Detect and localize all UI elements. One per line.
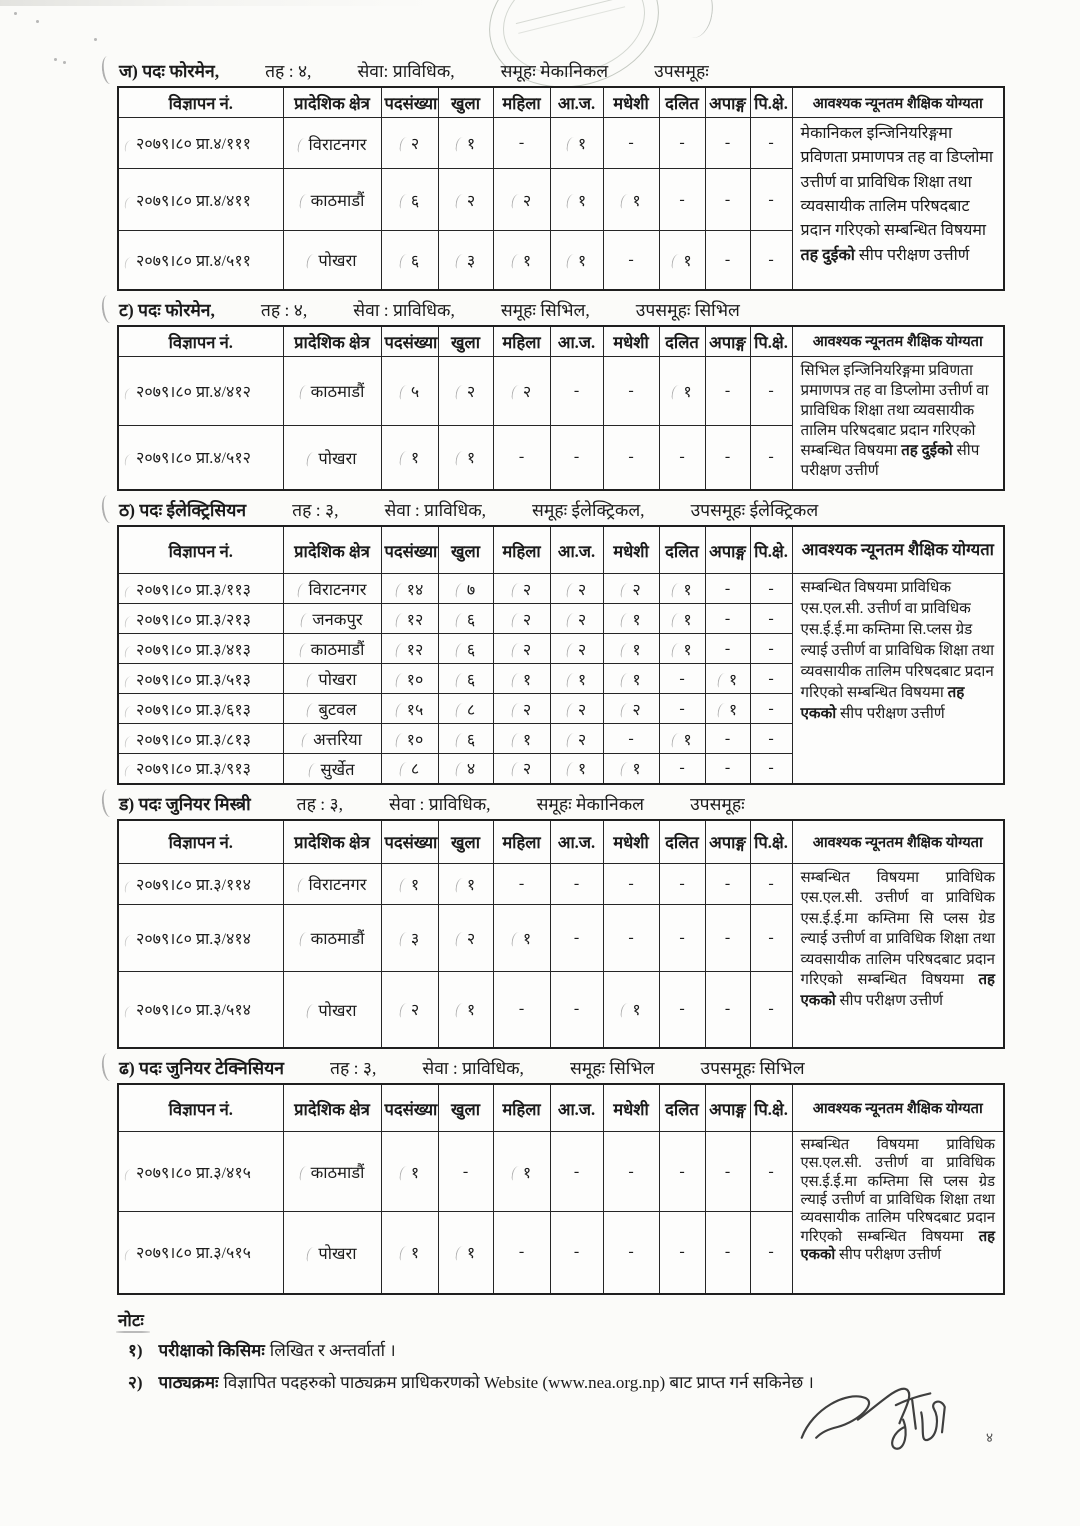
- backward-area-cell: -: [750, 634, 792, 664]
- adivasi-janajati-cell: २: [550, 694, 603, 724]
- column-header: दलित: [659, 326, 705, 357]
- section-title-level: तह : ३,: [330, 1058, 377, 1078]
- column-header: आ.ज.: [550, 326, 603, 357]
- scan-dot: [54, 58, 57, 61]
- scan-edge-artifact: [0, 0, 1080, 6]
- section-title-service: सेवा : प्राविधिक,: [388, 793, 491, 814]
- column-header: पदसंख्या: [381, 87, 438, 118]
- disabled-cell: -: [705, 1132, 750, 1212]
- section-title-service: सेवा : प्राविधिक,: [353, 299, 455, 320]
- backward-area-cell: -: [750, 863, 792, 904]
- backward-area-cell: -: [750, 118, 792, 169]
- section-title-label: ड) पदः जुनियर मिस्त्री: [119, 793, 251, 814]
- ad-no-cell: २०७९।८० प्रा.३/२१३: [118, 604, 283, 634]
- madheshi-cell: -: [603, 356, 659, 425]
- region-cell: पोखरा: [283, 425, 381, 490]
- qualification-cell: सिभिल इन्जिनियरिङ्गमा प्रविणता प्रमाणपत्र तह वा डिप्लोमा उत्तीर्ण वा प्राविधिक शिक्षा तथा व्यवसायीक तालिम परिषदबाट प्रदान गरिएको सम्बन्धित विषयमा तह दुईको सीप परीक्षण उत्तीर्ण: [792, 356, 1004, 490]
- column-header: आ.ज.: [550, 1084, 603, 1132]
- column-header: प्रादेशिक क्षेत्र: [283, 820, 381, 864]
- open-cell: ६: [438, 604, 493, 634]
- column-header: आ.ज.: [550, 87, 603, 118]
- madheshi-cell: १: [603, 754, 659, 784]
- sections-container: [117, 61, 1005, 1295]
- backward-area-cell: -: [750, 356, 792, 425]
- total-posts-cell: १२: [381, 634, 438, 664]
- column-header: विज्ञापन नं.: [118, 526, 283, 574]
- total-posts-cell: १०: [381, 724, 438, 754]
- column-header: मधेशी: [603, 87, 659, 118]
- backward-area-cell: -: [750, 1212, 792, 1294]
- column-header: महिला: [493, 326, 550, 357]
- dalit-cell: १: [659, 634, 705, 664]
- adivasi-janajati-cell: २: [550, 724, 603, 754]
- women-cell: -: [493, 863, 550, 904]
- dalit-cell: -: [659, 694, 705, 724]
- column-header: मधेशी: [603, 326, 659, 357]
- region-cell: पोखरा: [283, 664, 381, 694]
- column-header: महिला: [493, 526, 550, 574]
- dalit-cell: -: [659, 863, 705, 904]
- madheshi-cell: १: [603, 169, 659, 231]
- column-header: आवश्यक न्यूनतम शैक्षिक योग्यता: [792, 820, 1004, 864]
- madheshi-cell: १: [603, 634, 659, 664]
- dalit-cell: -: [659, 1132, 705, 1212]
- qualification-cell: सम्बन्धित विषयमा प्राविधिक एस.एल.सी. उत्तीर्ण वा प्राविधिक एस.ई.ई.मा कम्तिमा सि प्लस ग्रेड ल्याई उत्तीर्ण वा प्राविधिक शिक्षा तथा व्यवसायीक तालिम परिषदबाट प्रदान गरिएको सम्बन्धित विषयमा तह एकको सीप परीक्षण उत्तीर्ण: [792, 863, 1004, 1048]
- notes-heading: नोटः: [118, 1308, 1005, 1331]
- ad-no-cell: २०७९।८० प्रा.३/९१३: [118, 754, 283, 784]
- madheshi-cell: २: [603, 694, 659, 724]
- open-cell: १: [438, 118, 493, 169]
- ad-no-cell: २०७९।८० प्रा.४/५१२: [118, 425, 283, 490]
- section-title-level: तह : ४,: [265, 61, 312, 81]
- open-cell: ८: [438, 694, 493, 724]
- column-header: दलित: [659, 87, 705, 118]
- column-header: मधेशी: [603, 1084, 659, 1132]
- total-posts-cell: १: [381, 1132, 438, 1212]
- women-cell: -: [493, 1212, 550, 1294]
- scan-dot: [63, 61, 66, 64]
- dalit-cell: १: [659, 604, 705, 634]
- column-header: आवश्यक न्यूनतम शैक्षिक योग्यता: [792, 326, 1004, 357]
- open-cell: १: [438, 971, 493, 1048]
- adivasi-janajati-cell: -: [550, 1132, 603, 1212]
- column-header: खुला: [438, 1084, 493, 1132]
- column-header: खुला: [438, 326, 493, 357]
- column-header: आवश्यक न्यूनतम शैक्षिक योग्यता: [792, 87, 1004, 118]
- page-number: ४: [986, 1430, 994, 1445]
- madheshi-cell: -: [603, 904, 659, 971]
- total-posts-cell: ८: [381, 754, 438, 784]
- madheshi-cell: -: [603, 118, 659, 169]
- ad-no-cell: २०७९।८० प्रा.४/५११: [118, 231, 283, 290]
- adivasi-janajati-cell: १: [550, 664, 603, 694]
- section-title-group: समूहः मेकानिकल: [500, 61, 609, 81]
- disabled-cell: -: [705, 863, 750, 904]
- region-cell: पोखरा: [283, 1212, 381, 1294]
- ad-no-cell: २०७९।८० प्रा.३/५१५: [118, 1212, 283, 1294]
- region-cell: विराटनगर: [283, 863, 381, 904]
- backward-area-cell: -: [750, 724, 792, 754]
- adivasi-janajati-cell: २: [550, 574, 603, 604]
- section-title-label: ट) पदः फोरमेन,: [119, 299, 215, 320]
- open-cell: ३: [438, 231, 493, 290]
- qualification-cell: सम्बन्धित विषयमा प्राविधिक एस.एल.सी. उत्तीर्ण वा प्राविधिक एस.ई.ई.मा कम्तिमा सि प्लस ग्रेड ल्याई उत्तीर्ण वा प्राविधिक शिक्षा तथा व्यवसायीक तालिम परिषदबाट प्रदान गरिएको सम्बन्धित विषयमा तह एकको सीप परीक्षण उत्तीर्ण: [792, 1132, 1004, 1294]
- ad-no-cell: २०७९।८० प्रा.३/५१४: [118, 971, 283, 1048]
- vacancy-section-3: [117, 500, 1005, 785]
- table-row: [118, 356, 1004, 425]
- section-title-group: समूहः सिभिल,: [500, 299, 590, 320]
- column-header: पि.क्षे.: [750, 326, 792, 357]
- dalit-cell: -: [659, 754, 705, 784]
- region-cell: पोखरा: [283, 231, 381, 290]
- region-cell: बुटवल: [283, 694, 381, 724]
- disabled-cell: -: [705, 356, 750, 425]
- column-header: महिला: [493, 1084, 550, 1132]
- backward-area-cell: -: [750, 971, 792, 1048]
- section-title-label: ढ) पदः जुनियर टेक्निसियन: [119, 1058, 284, 1078]
- women-cell: २: [493, 754, 550, 784]
- disabled-cell: -: [705, 604, 750, 634]
- column-header: आवश्यक न्यूनतम शैक्षिक योग्यता: [792, 526, 1004, 574]
- column-header: आवश्यक न्यूनतम शैक्षिक योग्यता: [792, 1084, 1004, 1132]
- total-posts-cell: २: [381, 971, 438, 1048]
- column-header: दलित: [659, 526, 705, 574]
- section-title-level: तह : ३,: [296, 793, 343, 814]
- vacancy-table: [117, 86, 1005, 291]
- open-cell: ४: [438, 754, 493, 784]
- backward-area-cell: -: [750, 664, 792, 694]
- qualification-cell: सम्बन्धित विषयमा प्राविधिक एस.एल.सी. उत्तीर्ण वा प्राविधिक एस.ई.ई.मा कम्तिमा सि.प्लस ग्रेड ल्याई उत्तीर्ण वा प्राविधिक शिक्षा तथा व्यवसायीक तालिम परिषदबाट प्रदान गरिएको सम्बन्धित विषयमा तह एकको सीप परीक्षण उत्तीर्ण: [792, 574, 1004, 784]
- disabled-cell: -: [705, 634, 750, 664]
- disabled-cell: -: [705, 169, 750, 231]
- women-cell: २: [493, 634, 550, 664]
- adivasi-janajati-cell: १: [550, 754, 603, 784]
- backward-area-cell: -: [750, 169, 792, 231]
- column-header: विज्ञापन नं.: [118, 326, 283, 357]
- column-header: प्रादेशिक क्षेत्र: [283, 526, 381, 574]
- adivasi-janajati-cell: २: [550, 604, 603, 634]
- section-title-service: सेवा : प्राविधिक,: [384, 500, 487, 520]
- women-cell: १: [493, 231, 550, 290]
- note-text: विज्ञापित पदहरुको पाठ्यक्रम प्राधिकरणको Website (www.nea.org.np) बाट प्राप्त गर्न सकिनेछ ।: [223, 1372, 814, 1392]
- women-cell: १: [493, 664, 550, 694]
- adivasi-janajati-cell: -: [550, 356, 603, 425]
- dalit-cell: १: [659, 231, 705, 290]
- column-header: अपाङ्ग: [705, 326, 750, 357]
- column-header: अपाङ्ग: [705, 820, 750, 864]
- region-cell: पोखरा: [283, 971, 381, 1048]
- header-row: [118, 87, 1004, 118]
- header-row: [118, 820, 1004, 864]
- table-row: [118, 574, 1004, 604]
- region-cell: अत्तरिया: [283, 724, 381, 754]
- backward-area-cell: -: [750, 1132, 792, 1212]
- column-header: दलित: [659, 1084, 705, 1132]
- table-row: [118, 863, 1004, 904]
- section-title-level: तह : ३,: [292, 500, 339, 520]
- section-title-subgroup: उपसमूहः ईलेक्ट्रिकल: [690, 500, 819, 520]
- scan-dot: [14, 12, 17, 15]
- ad-no-cell: २०७९।८० प्रा.३/४१५: [118, 1132, 283, 1212]
- header-row: [118, 1084, 1004, 1132]
- open-cell: ७: [438, 574, 493, 604]
- note-lead: परीक्षाको किसिमः: [158, 1340, 265, 1360]
- vacancy-table: [117, 1083, 1005, 1295]
- section-title-group: समूहः मेकानिकल: [536, 793, 645, 814]
- dalit-cell: -: [659, 664, 705, 694]
- note-item: [128, 1338, 1005, 1361]
- disabled-cell: -: [705, 231, 750, 290]
- column-header: पि.क्षे.: [750, 87, 792, 118]
- vacancy-section-4: [117, 794, 1005, 1050]
- table-row: [118, 1132, 1004, 1212]
- ad-no-cell: २०७९।८० प्रा.३/४१४: [118, 904, 283, 971]
- dalit-cell: -: [659, 1212, 705, 1294]
- column-header: पदसंख्या: [381, 326, 438, 357]
- column-header: अपाङ्ग: [705, 1084, 750, 1132]
- open-cell: -: [438, 1132, 493, 1212]
- adivasi-janajati-cell: १: [550, 118, 603, 169]
- column-header: पि.क्षे.: [750, 820, 792, 864]
- backward-area-cell: -: [750, 425, 792, 490]
- region-cell: काठमाडौं: [283, 1132, 381, 1212]
- disabled-cell: १: [705, 694, 750, 724]
- total-posts-cell: १: [381, 425, 438, 490]
- disabled-cell: -: [705, 904, 750, 971]
- total-posts-cell: १४: [381, 574, 438, 604]
- region-cell: सुर्खेत: [283, 754, 381, 784]
- column-header: पदसंख्या: [381, 820, 438, 864]
- women-cell: २: [493, 694, 550, 724]
- total-posts-cell: ३: [381, 904, 438, 971]
- ad-no-cell: २०७९।८० प्रा.३/११४: [118, 863, 283, 904]
- backward-area-cell: -: [750, 754, 792, 784]
- dalit-cell: -: [659, 971, 705, 1048]
- disabled-cell: -: [705, 118, 750, 169]
- column-header: प्रादेशिक क्षेत्र: [283, 87, 381, 118]
- column-header: पदसंख्या: [381, 526, 438, 574]
- section-title-subgroup: उपसमूहः सिभिल: [635, 299, 740, 320]
- column-header: अपाङ्ग: [705, 87, 750, 118]
- women-cell: -: [493, 425, 550, 490]
- madheshi-cell: -: [603, 231, 659, 290]
- disabled-cell: -: [705, 971, 750, 1048]
- disabled-cell: -: [705, 425, 750, 490]
- backward-area-cell: -: [750, 574, 792, 604]
- madheshi-cell: २: [603, 574, 659, 604]
- adivasi-janajati-cell: -: [550, 971, 603, 1048]
- section-title-label: ठ) पदः ईलेक्ट्रिसियन: [119, 500, 247, 520]
- section-title: [119, 794, 1005, 815]
- total-posts-cell: १: [381, 1212, 438, 1294]
- total-posts-cell: १: [381, 863, 438, 904]
- section-title: [119, 61, 1005, 82]
- section-title-subgroup: उपसमूहः सिभिल: [700, 1058, 805, 1078]
- total-posts-cell: १५: [381, 694, 438, 724]
- section-title-subgroup: उपसमूहः: [654, 61, 709, 81]
- section-title: [119, 1058, 1005, 1079]
- women-cell: -: [493, 971, 550, 1048]
- column-header: विज्ञापन नं.: [118, 87, 283, 118]
- note-number: १): [128, 1340, 143, 1360]
- region-cell: काठमाडौं: [283, 634, 381, 664]
- note-number: २): [128, 1372, 143, 1392]
- open-cell: ६: [438, 724, 493, 754]
- dalit-cell: १: [659, 574, 705, 604]
- open-cell: २: [438, 356, 493, 425]
- madheshi-cell: -: [603, 863, 659, 904]
- column-header: विज्ञापन नं.: [118, 820, 283, 864]
- ad-no-cell: २०७९।८० प्रा.४/१११: [118, 118, 283, 169]
- column-header: आ.ज.: [550, 526, 603, 574]
- madheshi-cell: -: [603, 1212, 659, 1294]
- disabled-cell: १: [705, 664, 750, 694]
- column-header: महिला: [493, 820, 550, 864]
- disabled-cell: -: [705, 724, 750, 754]
- column-header: प्रादेशिक क्षेत्र: [283, 1084, 381, 1132]
- column-header: मधेशी: [603, 820, 659, 864]
- total-posts-cell: १०: [381, 664, 438, 694]
- madheshi-cell: १: [603, 604, 659, 634]
- backward-area-cell: -: [750, 904, 792, 971]
- region-cell: विराटनगर: [283, 118, 381, 169]
- ad-no-cell: २०७९।८० प्रा.४/४१२: [118, 356, 283, 425]
- region-cell: जनकपुर: [283, 604, 381, 634]
- section-title-service: सेवा: प्राविधिक,: [357, 61, 455, 81]
- madheshi-cell: १: [603, 971, 659, 1048]
- adivasi-janajati-cell: २: [550, 634, 603, 664]
- dalit-cell: -: [659, 118, 705, 169]
- women-cell: २: [493, 356, 550, 425]
- women-cell: १: [493, 724, 550, 754]
- document-body: [117, 52, 1005, 1402]
- open-cell: २: [438, 169, 493, 231]
- dalit-cell: १: [659, 724, 705, 754]
- section-title-group: समूहः सिभिल: [569, 1058, 655, 1078]
- section-title-subgroup: उपसमूहः: [690, 793, 745, 814]
- header-row: [118, 526, 1004, 574]
- adivasi-janajati-cell: -: [550, 425, 603, 490]
- section-title-service: सेवा : प्राविधिक,: [422, 1058, 524, 1078]
- dalit-cell: -: [659, 169, 705, 231]
- vacancy-section-5: [117, 1058, 1005, 1295]
- madheshi-cell: -: [603, 724, 659, 754]
- total-posts-cell: ६: [381, 231, 438, 290]
- disabled-cell: -: [705, 1212, 750, 1294]
- scan-dot: [36, 20, 39, 23]
- column-header: पि.क्षे.: [750, 526, 792, 574]
- column-header: खुला: [438, 526, 493, 574]
- open-cell: ६: [438, 634, 493, 664]
- dalit-cell: १: [659, 356, 705, 425]
- ad-no-cell: २०७९।८० प्रा.३/५१३: [118, 664, 283, 694]
- region-cell: विराटनगर: [283, 574, 381, 604]
- open-cell: १: [438, 863, 493, 904]
- disabled-cell: -: [705, 754, 750, 784]
- section-title: [119, 500, 1005, 521]
- dalit-cell: -: [659, 425, 705, 490]
- madheshi-cell: १: [603, 664, 659, 694]
- total-posts-cell: २: [381, 118, 438, 169]
- region-cell: काठमाडौं: [283, 356, 381, 425]
- ad-no-cell: २०७९।८० प्रा.३/११३: [118, 574, 283, 604]
- adivasi-janajati-cell: -: [550, 904, 603, 971]
- madheshi-cell: -: [603, 1132, 659, 1212]
- adivasi-janajati-cell: -: [550, 1212, 603, 1294]
- women-cell: १: [493, 904, 550, 971]
- column-header: विज्ञापन नं.: [118, 1084, 283, 1132]
- vacancy-section-2: [117, 300, 1005, 492]
- backward-area-cell: -: [750, 231, 792, 290]
- adivasi-janajati-cell: १: [550, 231, 603, 290]
- section-title: [119, 300, 1005, 321]
- column-header: महिला: [493, 87, 550, 118]
- women-cell: १: [493, 1132, 550, 1212]
- ad-no-cell: २०७९।८० प्रा.३/८१३: [118, 724, 283, 754]
- vacancy-table: [117, 325, 1005, 492]
- table-row: [118, 118, 1004, 169]
- column-header: प्रादेशिक क्षेत्र: [283, 326, 381, 357]
- dalit-cell: -: [659, 904, 705, 971]
- disabled-cell: -: [705, 574, 750, 604]
- women-cell: -: [493, 118, 550, 169]
- madheshi-cell: -: [603, 425, 659, 490]
- note-text: लिखित र अन्तर्वार्ता ।: [269, 1340, 396, 1360]
- note-lead: पाठ्यक्रमः: [158, 1372, 219, 1392]
- column-header: खुला: [438, 87, 493, 118]
- total-posts-cell: ५: [381, 356, 438, 425]
- signature-scribble: [792, 1378, 978, 1464]
- header-row: [118, 326, 1004, 357]
- region-cell: काठमाडौं: [283, 904, 381, 971]
- women-cell: २: [493, 574, 550, 604]
- open-cell: ६: [438, 664, 493, 694]
- scan-dot: [94, 38, 97, 41]
- column-header: खुला: [438, 820, 493, 864]
- column-header: पदसंख्या: [381, 1084, 438, 1132]
- backward-area-cell: -: [750, 604, 792, 634]
- ad-no-cell: २०७९।८० प्रा.३/४१३: [118, 634, 283, 664]
- women-cell: २: [493, 604, 550, 634]
- qualification-cell: मेकानिकल इन्जिनियरिङ्गमा प्रविणता प्रमाणपत्र तह वा डिप्लोमा उत्तीर्ण वा प्राविधिक शिक्षा तथा व्यवसायीक तालिम परिषदबाट प्रदान गरिएको सम्बन्धित विषयमा तह दुईको सीप परीक्षण उत्तीर्ण: [792, 118, 1004, 290]
- ad-no-cell: २०७९।८० प्रा.३/६१३: [118, 694, 283, 724]
- total-posts-cell: १२: [381, 604, 438, 634]
- region-cell: काठमाडौं: [283, 169, 381, 231]
- column-header: मधेशी: [603, 526, 659, 574]
- ad-no-cell: २०७९।८० प्रा.४/४११: [118, 169, 283, 231]
- open-cell: २: [438, 904, 493, 971]
- section-title-label: ज) पदः फोरमेन,: [119, 61, 220, 81]
- section-title-level: तह : ४,: [260, 299, 308, 320]
- backward-area-cell: -: [750, 694, 792, 724]
- column-header: आ.ज.: [550, 820, 603, 864]
- column-header: अपाङ्ग: [705, 526, 750, 574]
- total-posts-cell: ६: [381, 169, 438, 231]
- women-cell: २: [493, 169, 550, 231]
- vacancy-section-1: [117, 61, 1005, 291]
- adivasi-janajati-cell: -: [550, 863, 603, 904]
- column-header: दलित: [659, 820, 705, 864]
- vacancy-table: [117, 819, 1005, 1050]
- open-cell: १: [438, 425, 493, 490]
- adivasi-janajati-cell: १: [550, 169, 603, 231]
- section-title-group: समूहः ईलेक्ट्रिकल,: [532, 500, 645, 520]
- stamp-edge-mark: [674, 0, 718, 40]
- column-header: पि.क्षे.: [750, 1084, 792, 1132]
- open-cell: १: [438, 1212, 493, 1294]
- vacancy-table: [117, 525, 1005, 785]
